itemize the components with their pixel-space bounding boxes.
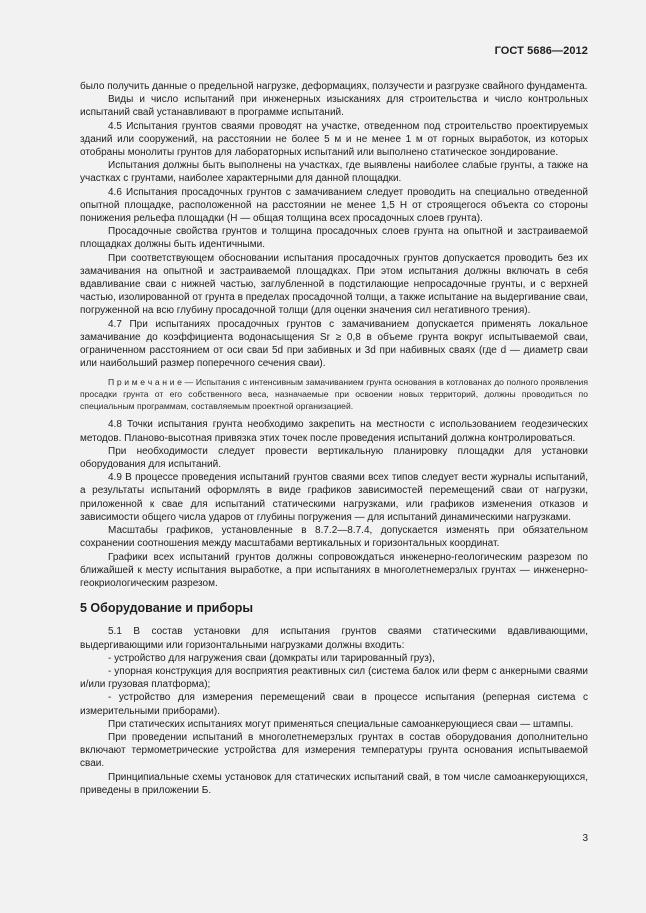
paragraph: При соответствующем обосновании испытания просадочных грунтов допускается проводить без их замачивания на опытной и застраиваемой площадках. При этом испытания должны включать в себя вдавливание сваи с нижней частью, заглубленной в подстилающие непросадочные грунты, и с верхней частью, изолированной от грунта в пределах просадочной толщи, а также испытание на выдергивание сваи, погруженной на всю глубину просадочной толщи (для оценки значения сил негативного трения). [80, 252, 588, 317]
paragraph: Масштабы графиков, установленные в 8.7.2—8.7.4, допускается изменять при обязательном сохранении соотношения между масштабами вертикальных и горизонтальных координат. [80, 525, 588, 550]
paragraph: было получить данные о предельной нагрузке, деформациях, ползучести и разгрузке свайного фундамента. [80, 81, 588, 92]
paragraph-4-5: 4.5 Испытания грунтов сваями проводят на участке, отведенном под строительство проектируемых зданий или сооружений, на расстоянии не более 5 м и не менее 1 м от горных выработок, из которых отобраны монолиты грунтов для лабораторных испытаний или выполнено статическое зондирование. [80, 120, 588, 159]
section-title: 5 Оборудование и приборы [80, 601, 254, 616]
list-item: - устройство для нагружения сваи (домкраты или тарированный груз), [108, 652, 435, 664]
list-item: - упорная конструкция для восприятия реактивных сил (система балок или ферм с анкерными сваями и/или грузовая платформа); [80, 665, 588, 691]
paragraph-4-7: 4.7 При испытаниях просадочных грунтов с замачиванием допускается применять локальное замачивание до коэффициента водонасыщения Sr ≥ 0,8 в объеме грунта вокруг испытываемой сваи, ограниченном расстоянием от оси сваи 5d при забивных и 3d при набивных сваях (где d — диаметр сваи или наибольший размер поперечного сечения сваи). [80, 318, 588, 370]
paragraph-4-8: 4.8 Точки испытания грунта необходимо закрепить на местности с использованием геодезических методов. Планово-высотная привязка этих точек после проведения испытаний должна контролироваться. [80, 419, 588, 444]
paragraph-4-9: 4.9 В процессе проведения испытаний грунтов сваями всех типов следует вести журналы испытаний, а результаты испытаний оформлять в виде графиков зависимостей перемещений сваи от нагрузки, приложенной к свае для испытаний статическими нагрузками, или графиков изменения отказов и зависимости общего числа ударов от глубины погружения — для испытаний динамическими нагрузками. [80, 472, 588, 523]
paragraph: При статических испытаниях могут применяться специальные самоанкерующиеся сваи — штампы. [108, 718, 574, 730]
paragraph: Принципиальные схемы установок для статических испытаний свай, в том числе самоанкерующихся, приведены в приложении Б. [80, 771, 588, 796]
paragraph: Виды и число испытаний при инженерных изысканиях для строительства и число контрольных испытаний свай устанавливают в программе испытаний. [80, 94, 588, 119]
note: П р и м е ч а н и е — Испытания с интенсивным замачиванием грунта основания в котлованах до полного проявления просадки грунта от его собственного веса, назначаемые при освоении новых территорий, должны проводиться по специальным программам, составляемым проектной организацией. [80, 377, 588, 412]
list-item: - устройство для измерения перемещений сваи в процессе испытания (реперная система с измерительными приборами). [80, 692, 588, 717]
page-body [80, 80, 588, 797]
paragraph: При проведении испытаний в многолетнемерзлых грунтах в состав оборудования дополнительно включают термометрические устройства для измерения температуры грунта основания испытываемой сваи. [80, 731, 588, 770]
paragraph-5-1: 5.1 В состав установки для испытания грунтов сваями статическими вдавливающими, выдергивающими или горизонтальными нагрузками должны входить: [80, 626, 588, 651]
paragraph: Просадочные свойства грунтов и толщина просадочных слоев грунта на опытной и застраиваемой площадках должны быть идентичными. [80, 226, 588, 251]
paragraph: Графики всех испытаний грунтов должны сопровождаться инженерно-геологическим разрезом по ближайшей к месту испытания выработке, а при испытаниях в многолетнемерзлых грунтах — инженерно-геокриологическим разрезом. [80, 551, 588, 589]
paragraph: При необходимости следует провести вертикальную планировку площадки для установки оборудования для испытаний. [80, 445, 588, 471]
page-number: 3 [582, 833, 588, 844]
paragraph-4-6: 4.6 Испытания просадочных грунтов с замачиванием следует проводить на специально отведенной опытной площадке, расположенной на расстоянии не менее 1,5 H от строящегося объекта со стороны понижения рельефа площадки (H — общая толщина всех просадочных слоев грунта). [80, 186, 588, 225]
document-code: ГОСТ 5686—2012 [494, 45, 588, 57]
paragraph: Испытания должны быть выполнены на участках, где выявлены наиболее слабые грунты, а также на участках с грунтами, наиболее характерными для данной площадки. [80, 160, 588, 185]
